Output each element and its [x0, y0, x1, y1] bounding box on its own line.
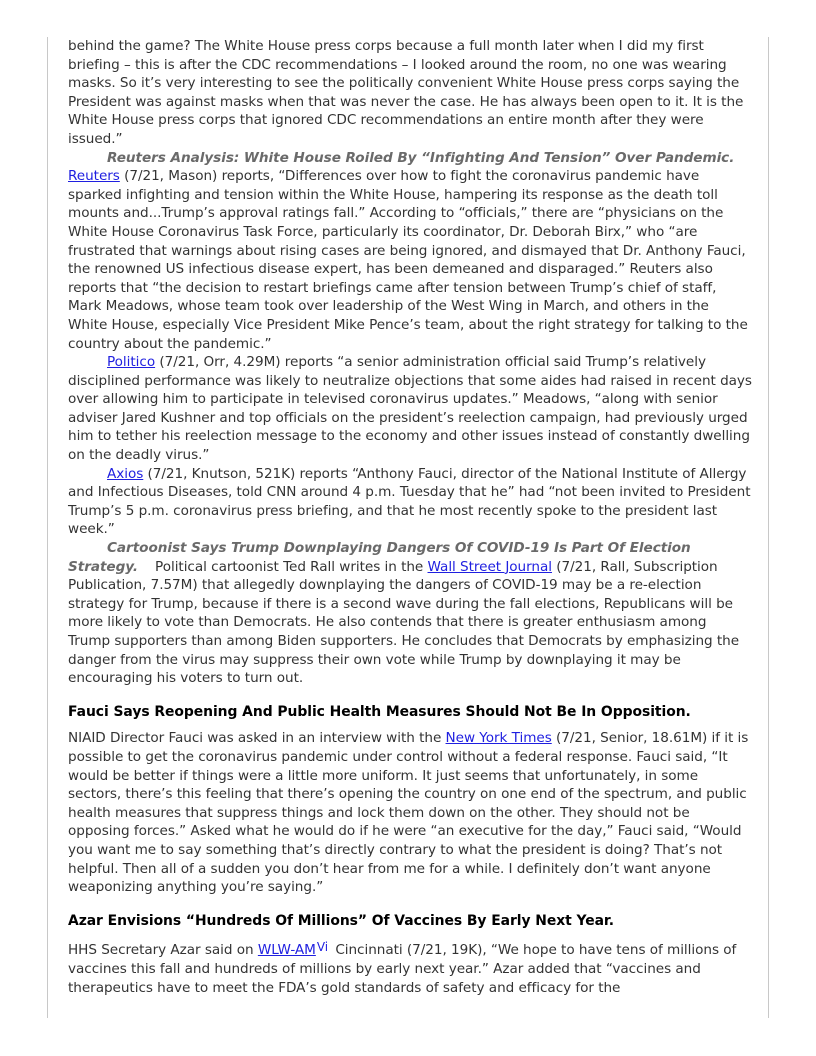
politico-link[interactable]: Politico [107, 354, 156, 371]
reuters-headline: Reuters Analysis: White House Roiled By “Infighting And Tension” Over Pandemic. [107, 149, 735, 166]
reuters-paragraph [68, 149, 752, 354]
azar-paragraph [68, 938, 752, 997]
right-margin-rule [768, 37, 769, 1018]
axios-text: (7/21, Knutson, 521K) reports “Anthony Fauci, director of the National Institute of Allergy and Infectious Diseases, told CNN around 4 p.m. Tuesday that he” had “not been invited to President Trump’s 5 p.m. coronavirus press briefing, and that he most recently spoke to the president last week.” [68, 465, 751, 538]
document-body [68, 37, 752, 997]
cartoonist-text-before: Political cartoonist Ted Rall writes in the [155, 558, 428, 575]
fauci-section-title: Fauci Says Reopening And Public Health Measures Should Not Be In Opposition. [68, 703, 691, 720]
axios-link[interactable]: Axios [107, 465, 144, 482]
azar-section-title: Azar Envisions “Hundreds Of Millions” Of Vaccines By Early Next Year. [68, 912, 614, 929]
azar-text-before: HHS Secretary Azar said on [68, 942, 258, 959]
wsj-link[interactable]: Wall Street Journal [427, 558, 552, 575]
fauci-text-after: (7/21, Senior, 18.61M) if it is possible to get the coronavirus pandemic under control without a federal response. Fauci said, “It would be better if things were a little more uniform. It just seems that unfortunately, in some sectors, there’s this feeling that there’s opening the country on one end of the spectrum, and public health measures that suppress things and lock them down on the other. They should not be opposing forces.” Asked what he would do if he were “an executive for the day,” Fauci said, “Would you want me to say something that’s directly contrary to what the president is doing? That’s not helpful. Then all of a sudden you don’t hear from me for a while. I definitely don’t want anyone weaponizing anything you’re saying.” [68, 730, 749, 896]
azar-text-after: Cincinnati (7/21, 19K), “We hope to have tens of millions of vaccines this fall and hundreds of millions by early next year.” Azar added that “vaccines and therapeutics have to meet the FDA’s gold standards of safety and efficacy for the [68, 942, 737, 996]
reuters-text: (7/21, Mason) reports, “Differences over how to fight the coronavirus pandemic have sparked infighting and tension within the White House, hampering its response as the death toll mounts and...Trump’s approval ratings fall.” According to “officials,” there are “physicians on the White House Coronavirus Task Force, particularly its coordinator, Dr. Deborah Birx,” who “are frustrated that warnings about rising cases are being ignored, and dismayed that Dr. Anthony Fauci, the renowned US infectious disease expert, has been demeaned and disparaged.” Reuters also reports that “the decision to restart briefings came after tension between Trump’s chief of staff, Mark Meadows, whose team took over leadership of the West Wing in March, and others in the White House, especially Vice President Mike Pence’s team, about the right strategy for talking to the country about the pandemic.” [68, 168, 748, 352]
cartoonist-text-after: (7/21, Rall, Subscription Publication, 7.57M) that allegedly downplaying the dangers of COVID-19 may be a re-election strategy for Trump, because if there is a second wave during the fall elections, Republicans will be more likely to vote than Democrats. He also contends that there is greater enthusiasm among Trump supporters than among Biden supporters. He concludes that Democrats by emphasizing the danger from the virus may suppress their own vote while Trump by downplaying it may be encouraging his voters to turn out. [68, 558, 740, 687]
politico-paragraph [68, 353, 752, 465]
axios-paragraph [68, 465, 752, 539]
cartoonist-headline: Cartoonist Says Trump Downplaying Dangers Of COVID-19 Is Part Of Election Strategy. [68, 540, 691, 575]
politico-text: (7/21, Orr, 4.29M) reports “a senior administration official said Trump’s relatively disciplined performance was likely to neutralize objections that some aides had raised in recent days over allowing him to participate in televised coronavirus updates.” Meadows, “along with senior adviser Jared Kushner and top officials on the president’s reelection campaign, had previously urged him to tether his reelection message to the economy and other issues instead of constantly dwelling on the deadly virus.” [68, 354, 752, 464]
paragraph-continuation: behind the game? The White House press corps because a full month later when I did my first briefing – this is after the CDC recommendations – I looked around the room, no one was wearing masks. So it’s very interesting to see the politically convenient White House press corps saying the President was against masks when that was never the case. He has always been open to it. It is the White House press corps that ignored CDC recommendations an entire month after they were issued.” [68, 38, 744, 147]
cartoonist-paragraph [68, 539, 752, 688]
fauci-text-before: NIAID Director Fauci was asked in an interview with the [68, 730, 446, 747]
reuters-link[interactable]: Reuters [68, 168, 120, 185]
left-margin-rule [47, 37, 48, 1018]
wlw-am-link[interactable]: WLW-AM [257, 942, 316, 959]
video-indicator-icon[interactable]: Vi [316, 940, 329, 955]
fauci-paragraph [68, 729, 752, 896]
nyt-link[interactable]: New York Times [445, 730, 552, 747]
